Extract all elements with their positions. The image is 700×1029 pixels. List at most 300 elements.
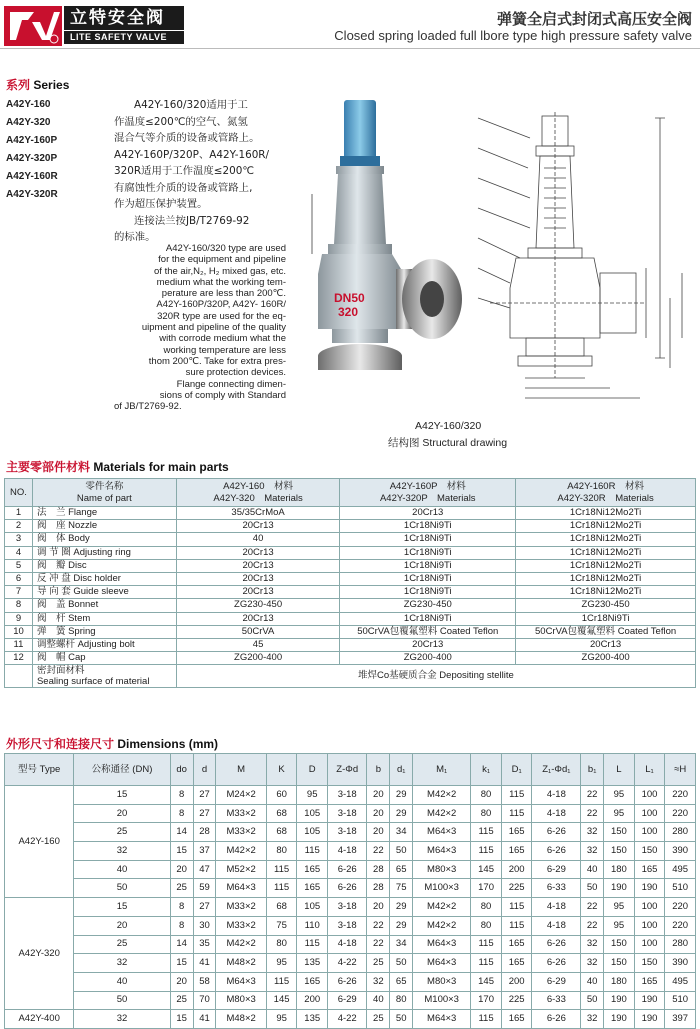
dim-value: 6-29: [532, 972, 581, 991]
dim-col-header: ≈H: [665, 754, 696, 786]
dim-value: 22: [367, 916, 390, 935]
dim-col-header: d: [193, 754, 216, 786]
dim-value: 4-18: [532, 916, 581, 935]
dim-value: 22: [581, 786, 604, 805]
dim-value: 40: [74, 860, 170, 879]
mat-cn: 材料: [446, 480, 466, 492]
dim-value: 180: [604, 860, 635, 879]
material-g3: 1Cr18Ni12Mo2Ti: [516, 520, 696, 533]
dim-value: 170: [471, 879, 502, 898]
mat-en: Materials: [264, 492, 303, 504]
part-name: 阀 帽 Cap: [32, 652, 176, 665]
part-name: 阀 杆 Stem: [32, 612, 176, 625]
dimensions-row: [5, 991, 696, 1010]
dim-value: 145: [471, 972, 502, 991]
dimensions-row: [5, 916, 696, 935]
dim-value: 190: [634, 879, 665, 898]
dim-value: 495: [665, 972, 696, 991]
dim-value: 50: [581, 879, 604, 898]
part-name: 法 兰 Flange: [32, 507, 176, 520]
material-g2: 1Cr18Ni9Ti: [340, 612, 516, 625]
desc-cn-line: 的标准。: [114, 231, 156, 243]
dim-value: 20: [74, 916, 170, 935]
dim-value: 40: [74, 972, 170, 991]
dim-value: 22: [581, 804, 604, 823]
dim-value: 50: [74, 991, 170, 1010]
row-no: 4: [5, 546, 33, 559]
dim-value: 170: [471, 991, 502, 1010]
part-name: 弹 簧 Spring: [32, 625, 176, 638]
dim-value: M100×3: [413, 991, 471, 1010]
dim-value: 4-22: [328, 1010, 367, 1029]
dim-value: 25: [367, 954, 390, 973]
material-g1: ZG230-450: [176, 599, 340, 612]
dim-value: M64×3: [216, 972, 266, 991]
dim-value: 390: [665, 954, 696, 973]
row-no: 8: [5, 599, 33, 612]
dim-col-header: do: [170, 754, 193, 786]
dim-value: 68: [266, 898, 297, 917]
dim-value: 50: [390, 954, 413, 973]
dimensions-header-row: [5, 754, 696, 786]
description-en: [114, 243, 286, 412]
dim-value: 80: [471, 916, 502, 935]
dim-value: 190: [634, 1010, 665, 1029]
dim-value: 80: [471, 898, 502, 917]
row-no: 2: [5, 520, 33, 533]
dim-value: 115: [471, 1010, 502, 1029]
desc-en-line: sions of comply with Standard: [159, 389, 286, 401]
dim-value: 135: [297, 1010, 328, 1029]
dim-value: 6-26: [532, 935, 581, 954]
dim-value: 165: [501, 1010, 532, 1029]
dim-value: 105: [297, 804, 328, 823]
desc-en-line: of the air,N₂, H₂ mixed gas, etc.: [154, 265, 286, 277]
dim-col-header: D: [297, 754, 328, 786]
dim-value: M80×3: [413, 972, 471, 991]
dim-value: 20: [170, 860, 193, 879]
sealing-label: [32, 665, 176, 688]
materials-row: [5, 612, 696, 625]
part-name: 调 节 圈 Adjusting ring: [32, 546, 176, 559]
dim-value: 29: [390, 804, 413, 823]
dim-value: 15: [170, 1010, 193, 1029]
dimensions-title-cn: 外形尺寸和连接尺寸: [6, 737, 115, 751]
part-name: 阀 座 Nozzle: [32, 520, 176, 533]
dimensions-title: [6, 735, 218, 752]
dim-value: 27: [193, 786, 216, 805]
dim-value: 32: [581, 935, 604, 954]
dim-value: 75: [266, 916, 297, 935]
desc-en-line: uipment and pipeline of the quality: [141, 322, 286, 334]
dim-value: 50: [74, 879, 170, 898]
dim-value: 510: [665, 879, 696, 898]
photo-label-bottom: 320: [338, 305, 359, 319]
row-no: 7: [5, 586, 33, 599]
dim-value: 8: [170, 804, 193, 823]
dimensions-row: [5, 935, 696, 954]
dim-value: 80: [266, 842, 297, 861]
material-g3: 1Cr18Ni12Mo2Ti: [516, 546, 696, 559]
dim-value: 37: [193, 842, 216, 861]
dim-value: 22: [581, 916, 604, 935]
dim-value: 50: [390, 1010, 413, 1029]
dim-value: 27: [193, 898, 216, 917]
desc-en-line: working temperature are less: [163, 344, 286, 356]
dim-type: A42Y-400: [5, 1010, 74, 1029]
dim-value: 150: [604, 954, 635, 973]
dim-value: M64×3: [216, 879, 266, 898]
part-name: 导 向 套 Guide sleeve: [32, 586, 176, 599]
dim-value: 20: [367, 804, 390, 823]
dim-value: M64×3: [413, 935, 471, 954]
dim-value: 47: [193, 860, 216, 879]
desc-cn-line: 连接法兰按JB/T2769-92: [134, 214, 250, 227]
dim-value: 190: [604, 879, 635, 898]
dim-value: 3-18: [328, 916, 367, 935]
material-g3: 50CrVA包覆氟塑料 Coated Teflon: [516, 625, 696, 638]
desc-cn-line: A42Y-160/320适用于工: [134, 99, 248, 111]
desc-en-line: 320R type are used for the eq-: [157, 310, 286, 322]
drawing-caption-model: A42Y-160/320: [415, 420, 482, 432]
dim-value: M48×2: [216, 954, 266, 973]
material-g3: 1Cr18Ni12Mo2Ti: [516, 586, 696, 599]
dim-value: 50: [581, 991, 604, 1010]
series-title-en: Series: [33, 78, 70, 92]
dim-value: 27: [193, 804, 216, 823]
dim-value: 165: [297, 860, 328, 879]
dim-value: 145: [266, 991, 297, 1010]
dim-value: 190: [634, 991, 665, 1010]
dim-value: 115: [501, 786, 532, 805]
model-item: A42Y-160R: [6, 171, 58, 182]
valve-photo: [292, 94, 462, 384]
dim-value: 165: [634, 972, 665, 991]
material-g3: 1Cr18Ni12Mo2Ti: [516, 533, 696, 546]
dim-col-header: M₁: [413, 754, 471, 786]
material-g1: 20Cr13: [176, 520, 340, 533]
dim-value: M64×3: [413, 842, 471, 861]
dim-value: M24×2: [216, 786, 266, 805]
dim-value: 29: [390, 916, 413, 935]
dim-value: M33×2: [216, 804, 266, 823]
dim-value: 100: [634, 916, 665, 935]
material-g2: 20Cr13: [340, 638, 516, 651]
col-group2: [340, 479, 516, 507]
materials-title: [6, 458, 229, 475]
desc-en-line: with corrode medium what the: [159, 333, 286, 345]
dim-value: M42×2: [413, 786, 471, 805]
desc-en-line: for the equipment and pipeline: [158, 254, 286, 266]
dim-value: 8: [170, 786, 193, 805]
materials-row: [5, 586, 696, 599]
material-g3: 1Cr18Ni12Mo2Ti: [516, 507, 696, 520]
dim-value: 75: [390, 879, 413, 898]
g1-model: A42Y-320: [213, 492, 255, 504]
dim-value: 220: [665, 804, 696, 823]
desc-cn-line: 作温度≤200℃的空气、氮氢: [114, 115, 248, 128]
sealing-row: [5, 665, 696, 688]
dim-col-header: M: [216, 754, 266, 786]
model-item: A42Y-320: [6, 117, 51, 128]
description-cn: [114, 97, 286, 246]
dim-col-header: Z-Φd: [328, 754, 367, 786]
dim-value: 115: [501, 804, 532, 823]
dim-value: 14: [170, 935, 193, 954]
dim-value: M33×2: [216, 823, 266, 842]
dim-value: 15: [170, 842, 193, 861]
dim-col-header: 型号 Type: [5, 754, 74, 786]
dim-value: 95: [266, 954, 297, 973]
materials-row: [5, 638, 696, 651]
mat-en: Materials: [437, 492, 476, 504]
dim-value: 115: [471, 823, 502, 842]
dim-value: 110: [297, 916, 328, 935]
dim-value: 190: [604, 991, 635, 1010]
dim-value: 22: [581, 898, 604, 917]
dim-value: 80: [390, 991, 413, 1010]
row-no: 12: [5, 652, 33, 665]
desc-cn-line: 有腐蚀性介质的设备或管路上,: [114, 181, 253, 194]
row-no: 1: [5, 507, 33, 520]
dim-value: 200: [501, 860, 532, 879]
dim-value: 80: [471, 786, 502, 805]
photo-label-top: DN50: [334, 291, 365, 305]
brand-name-en: LITE SAFETY VALVE: [64, 31, 184, 44]
dim-value: 8: [170, 916, 193, 935]
dimensions-row: [5, 842, 696, 861]
dim-value: 4-22: [328, 954, 367, 973]
dim-value: 6-29: [328, 991, 367, 1010]
dim-value: 25: [74, 935, 170, 954]
desc-en-line: sure protection devices.: [185, 367, 286, 379]
dim-col-header: L: [604, 754, 635, 786]
dim-col-header: D₁: [501, 754, 532, 786]
dim-value: 6-29: [532, 860, 581, 879]
dim-value: 3-18: [328, 804, 367, 823]
dim-value: 20: [74, 804, 170, 823]
g3-model: A42Y-320R: [557, 492, 606, 504]
dim-value: 397: [665, 1010, 696, 1029]
material-g2: 1Cr18Ni9Ti: [340, 559, 516, 572]
series-title-cn: 系列: [6, 78, 31, 92]
dim-value: 80: [266, 935, 297, 954]
material-g1: 50CrVA: [176, 625, 340, 638]
dim-value: 60: [266, 786, 297, 805]
row-no: 3: [5, 533, 33, 546]
dim-value: 280: [665, 935, 696, 954]
dim-value: M33×2: [216, 898, 266, 917]
col-part-cn: 零件名称: [85, 480, 124, 492]
materials-table: [4, 478, 696, 688]
dim-value: 95: [604, 898, 635, 917]
dim-value: 41: [193, 954, 216, 973]
dim-value: 34: [390, 935, 413, 954]
series-title: [6, 76, 69, 93]
dim-value: 68: [266, 823, 297, 842]
dim-value: 165: [501, 823, 532, 842]
dimensions-row: [5, 804, 696, 823]
part-name: 阀 瓣 Disc: [32, 559, 176, 572]
dim-value: 165: [297, 879, 328, 898]
materials-title-en: Materials for main parts: [93, 460, 229, 474]
brand-name-cn: 立特安全阀: [64, 6, 184, 30]
dim-value: 32: [581, 842, 604, 861]
materials-row: [5, 507, 696, 520]
mat-cn: 材料: [274, 480, 294, 492]
dim-value: 25: [170, 879, 193, 898]
dim-value: 115: [501, 898, 532, 917]
dim-value: M64×3: [413, 1010, 471, 1029]
page-title-cn: 弹簧全启式封闭式高压安全阀: [496, 10, 692, 28]
materials-row: [5, 625, 696, 638]
dim-value: 165: [501, 935, 532, 954]
materials-row: [5, 533, 696, 546]
col-part-en: Name of part: [76, 492, 132, 504]
desc-en-line: perature are less than 200℃.: [161, 288, 286, 300]
dim-value: 20: [367, 898, 390, 917]
dim-value: 165: [297, 972, 328, 991]
dim-col-header: K: [266, 754, 297, 786]
dim-value: 3-18: [328, 786, 367, 805]
dim-value: 28: [367, 860, 390, 879]
g3-model: A42Y-160R: [567, 480, 616, 492]
dim-value: M52×2: [216, 860, 266, 879]
dim-value: 105: [297, 898, 328, 917]
dim-value: 32: [74, 1010, 170, 1029]
material-g2: ZG200-400: [340, 652, 516, 665]
dim-value: 40: [367, 991, 390, 1010]
dim-value: 115: [297, 935, 328, 954]
dim-col-header: d₁: [390, 754, 413, 786]
material-g2: ZG230-450: [340, 599, 516, 612]
dimensions-row: [5, 954, 696, 973]
dimensions-row: [5, 879, 696, 898]
materials-row: [5, 546, 696, 559]
brand-logo: [4, 6, 62, 46]
col-part: [32, 479, 176, 507]
row-no: [5, 665, 33, 688]
material-g1: 35/35CrMoA: [176, 507, 340, 520]
dim-value: 14: [170, 823, 193, 842]
dimensions-row: [5, 898, 696, 917]
dim-value: 95: [604, 804, 635, 823]
dim-value: M42×2: [216, 842, 266, 861]
material-g1: 20Cr13: [176, 546, 340, 559]
dim-value: 22: [367, 935, 390, 954]
dim-value: 68: [266, 804, 297, 823]
material-g1: 20Cr13: [176, 572, 340, 585]
dim-value: 65: [390, 860, 413, 879]
dim-value: 25: [74, 823, 170, 842]
material-g3: 1Cr18Ni12Mo2Ti: [516, 559, 696, 572]
dim-value: 165: [501, 954, 532, 973]
dim-value: 4-18: [532, 804, 581, 823]
dim-value: 65: [390, 972, 413, 991]
dim-value: 115: [297, 842, 328, 861]
col-group1: [176, 479, 340, 507]
desc-cn-line: 混合气等介质的设备或管路上。: [114, 132, 260, 144]
dim-value: 35: [193, 935, 216, 954]
dim-value: 100: [634, 935, 665, 954]
model-item: A42Y-160: [6, 99, 51, 110]
dim-value: 95: [604, 786, 635, 805]
desc-cn-line: 320R适用于工作温度≤200℃: [114, 165, 254, 177]
desc-en-line: medium what the working tem-: [156, 276, 286, 288]
material-g2: 1Cr18Ni9Ti: [340, 572, 516, 585]
dim-value: 40: [581, 860, 604, 879]
dim-value: 220: [665, 916, 696, 935]
dim-value: 100: [634, 786, 665, 805]
page-title-en: Closed spring loaded full lbore type high pressure safety valve: [334, 28, 692, 43]
dim-col-header: Z₁-Φd₁: [532, 754, 581, 786]
dim-value: 200: [501, 972, 532, 991]
dim-col-header: k₁: [471, 754, 502, 786]
dim-value: 115: [266, 879, 297, 898]
dim-value: 150: [634, 842, 665, 861]
dim-value: 4-18: [532, 786, 581, 805]
dim-value: 165: [501, 842, 532, 861]
material-g3: ZG230-450: [516, 599, 696, 612]
materials-row: [5, 520, 696, 533]
dim-value: 28: [367, 879, 390, 898]
part-name: 阀 体 Body: [32, 533, 176, 546]
dim-value: 115: [471, 935, 502, 954]
dim-value: 6-26: [328, 879, 367, 898]
g1-model: A42Y-160: [223, 480, 265, 492]
dim-value: 15: [74, 786, 170, 805]
dim-value: 32: [74, 842, 170, 861]
dim-value: 95: [297, 786, 328, 805]
material-g1: 20Cr13: [176, 559, 340, 572]
dim-value: 115: [471, 842, 502, 861]
materials-body: [5, 507, 696, 688]
dim-value: 32: [581, 1010, 604, 1029]
dim-value: 115: [266, 860, 297, 879]
dim-value: M42×2: [413, 898, 471, 917]
desc-cn-line: A42Y-160P/320P、A42Y-160R/: [114, 148, 270, 161]
dim-value: 280: [665, 823, 696, 842]
dim-value: M42×2: [413, 916, 471, 935]
material-g1: 40: [176, 533, 340, 546]
dim-value: M64×3: [413, 823, 471, 842]
dim-value: 15: [170, 954, 193, 973]
dim-value: 20: [367, 786, 390, 805]
desc-cn-line: 作为超压保护装置。: [114, 198, 208, 210]
dim-value: 32: [74, 954, 170, 973]
dim-type: A42Y-320: [5, 898, 74, 1010]
dim-value: 8: [170, 898, 193, 917]
dim-value: 80: [471, 804, 502, 823]
dim-value: 510: [665, 991, 696, 1010]
dim-value: M80×3: [216, 991, 266, 1010]
material-g2: 50CrVA包覆氟塑料 Coated Teflon: [340, 625, 516, 638]
mat-en: Materials: [615, 492, 654, 504]
dim-value: 3-18: [328, 898, 367, 917]
dimensions-row: [5, 1010, 696, 1029]
desc-en-line: thom 200℃. Take for extra pres-: [148, 355, 286, 367]
dim-value: M42×2: [216, 935, 266, 954]
dim-value: 4-18: [328, 935, 367, 954]
sealing-label-cn: 密封面材料: [36, 665, 85, 677]
dim-value: 59: [193, 879, 216, 898]
dim-value: 32: [581, 954, 604, 973]
dim-value: 105: [297, 823, 328, 842]
dim-value: M100×3: [413, 879, 471, 898]
dim-value: M64×3: [413, 954, 471, 973]
g2-model: A42Y-160P: [389, 480, 438, 492]
dim-value: 6-26: [532, 954, 581, 973]
